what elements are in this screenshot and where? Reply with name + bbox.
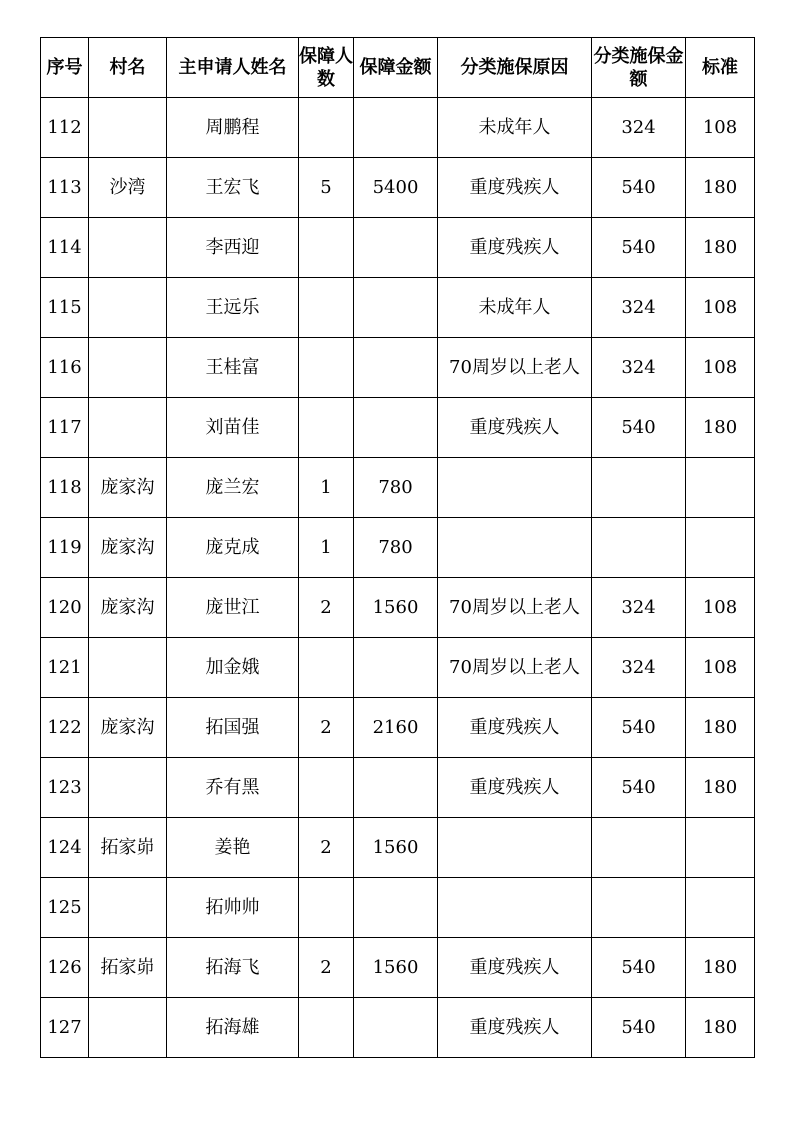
cell-class-amount: 540 (592, 698, 686, 758)
cell-standard: 180 (686, 158, 755, 218)
cell-reason (438, 878, 592, 938)
cell-amount: 1560 (354, 818, 438, 878)
header-no: 序号 (41, 38, 89, 98)
cell-standard (686, 458, 755, 518)
cell-no: 127 (41, 998, 89, 1058)
cell-amount: 2160 (354, 698, 438, 758)
cell-class-amount (592, 818, 686, 878)
cell-village (89, 638, 167, 698)
cell-amount: 780 (354, 458, 438, 518)
cell-count: 1 (299, 458, 354, 518)
cell-reason: 重度残疾人 (438, 758, 592, 818)
cell-amount: 1560 (354, 578, 438, 638)
cell-class-amount: 540 (592, 158, 686, 218)
cell-no: 120 (41, 578, 89, 638)
cell-village (89, 338, 167, 398)
cell-no: 118 (41, 458, 89, 518)
cell-class-amount: 324 (592, 98, 686, 158)
cell-village: 庞家沟 (89, 518, 167, 578)
cell-class-amount: 324 (592, 578, 686, 638)
header-class-amount: 分类施保金额 (592, 38, 686, 98)
cell-reason (438, 518, 592, 578)
table-row (41, 338, 755, 398)
table-row (41, 278, 755, 338)
cell-village (89, 278, 167, 338)
cell-applicant: 乔有黑 (167, 758, 299, 818)
cell-standard (686, 818, 755, 878)
cell-count (299, 218, 354, 278)
cell-standard (686, 518, 755, 578)
cell-no: 121 (41, 638, 89, 698)
cell-village (89, 998, 167, 1058)
cell-amount: 780 (354, 518, 438, 578)
cell-count (299, 638, 354, 698)
cell-standard: 180 (686, 398, 755, 458)
cell-applicant: 拓海雄 (167, 998, 299, 1058)
cell-amount (354, 758, 438, 818)
cell-reason: 70周岁以上老人 (438, 578, 592, 638)
cell-village: 庞家沟 (89, 458, 167, 518)
cell-class-amount (592, 518, 686, 578)
cell-count (299, 398, 354, 458)
cell-count (299, 758, 354, 818)
cell-amount (354, 878, 438, 938)
cell-standard: 180 (686, 698, 755, 758)
cell-applicant: 庞兰宏 (167, 458, 299, 518)
cell-count (299, 98, 354, 158)
cell-applicant: 刘苗佳 (167, 398, 299, 458)
cell-standard (686, 878, 755, 938)
header-count: 保障人数 (299, 38, 354, 98)
header-standard: 标准 (686, 38, 755, 98)
table-row (41, 458, 755, 518)
cell-no: 117 (41, 398, 89, 458)
cell-class-amount: 540 (592, 938, 686, 998)
table-row (41, 818, 755, 878)
cell-village (89, 98, 167, 158)
cell-amount (354, 98, 438, 158)
cell-village (89, 218, 167, 278)
cell-no: 112 (41, 98, 89, 158)
header-applicant: 主申请人姓名 (167, 38, 299, 98)
cell-reason: 未成年人 (438, 278, 592, 338)
cell-count (299, 998, 354, 1058)
cell-applicant: 拓帅帅 (167, 878, 299, 938)
cell-village: 拓家峁 (89, 818, 167, 878)
table-row (41, 218, 755, 278)
cell-no: 123 (41, 758, 89, 818)
cell-reason: 70周岁以上老人 (438, 638, 592, 698)
cell-applicant: 庞克成 (167, 518, 299, 578)
cell-reason: 重度残疾人 (438, 698, 592, 758)
cell-count: 1 (299, 518, 354, 578)
cell-applicant: 王桂富 (167, 338, 299, 398)
cell-class-amount: 540 (592, 398, 686, 458)
cell-reason: 重度残疾人 (438, 218, 592, 278)
cell-applicant: 拓国强 (167, 698, 299, 758)
subsidy-table (40, 37, 755, 1058)
table-row (41, 578, 755, 638)
cell-amount (354, 638, 438, 698)
cell-village: 庞家沟 (89, 698, 167, 758)
cell-applicant: 加金娥 (167, 638, 299, 698)
cell-applicant: 周鹏程 (167, 98, 299, 158)
cell-reason (438, 458, 592, 518)
table-row (41, 878, 755, 938)
cell-no: 125 (41, 878, 89, 938)
cell-amount (354, 998, 438, 1058)
cell-reason: 70周岁以上老人 (438, 338, 592, 398)
header-amount: 保障金额 (354, 38, 438, 98)
cell-village (89, 398, 167, 458)
cell-applicant: 李西迎 (167, 218, 299, 278)
cell-amount (354, 278, 438, 338)
cell-standard: 180 (686, 938, 755, 998)
cell-village: 沙湾 (89, 158, 167, 218)
cell-amount: 1560 (354, 938, 438, 998)
cell-standard: 180 (686, 998, 755, 1058)
table-row (41, 638, 755, 698)
table-row (41, 998, 755, 1058)
cell-reason: 重度残疾人 (438, 398, 592, 458)
cell-applicant: 姜艳 (167, 818, 299, 878)
cell-no: 113 (41, 158, 89, 218)
cell-class-amount (592, 878, 686, 938)
cell-class-amount (592, 458, 686, 518)
cell-village (89, 878, 167, 938)
table-row (41, 518, 755, 578)
cell-amount (354, 218, 438, 278)
cell-standard: 108 (686, 278, 755, 338)
cell-count: 2 (299, 818, 354, 878)
cell-class-amount: 540 (592, 758, 686, 818)
cell-amount: 5400 (354, 158, 438, 218)
cell-count: 2 (299, 938, 354, 998)
cell-applicant: 拓海飞 (167, 938, 299, 998)
cell-class-amount: 540 (592, 998, 686, 1058)
table-row (41, 758, 755, 818)
cell-standard: 108 (686, 98, 755, 158)
cell-amount (354, 398, 438, 458)
header-row (41, 38, 755, 98)
cell-count: 2 (299, 578, 354, 638)
cell-applicant: 王宏飞 (167, 158, 299, 218)
cell-reason: 重度残疾人 (438, 998, 592, 1058)
header-village: 村名 (89, 38, 167, 98)
cell-reason: 重度残疾人 (438, 938, 592, 998)
cell-reason (438, 818, 592, 878)
cell-standard: 180 (686, 758, 755, 818)
cell-no: 122 (41, 698, 89, 758)
cell-reason: 重度残疾人 (438, 158, 592, 218)
cell-amount (354, 338, 438, 398)
cell-standard: 108 (686, 638, 755, 698)
table-row (41, 398, 755, 458)
cell-no: 114 (41, 218, 89, 278)
cell-class-amount: 540 (592, 218, 686, 278)
cell-village (89, 758, 167, 818)
table-row (41, 938, 755, 998)
cell-village: 庞家沟 (89, 578, 167, 638)
cell-class-amount: 324 (592, 638, 686, 698)
cell-class-amount: 324 (592, 338, 686, 398)
cell-standard: 108 (686, 338, 755, 398)
cell-class-amount: 324 (592, 278, 686, 338)
header-reason: 分类施保原因 (438, 38, 592, 98)
cell-village: 拓家峁 (89, 938, 167, 998)
cell-applicant: 王远乐 (167, 278, 299, 338)
cell-reason: 未成年人 (438, 98, 592, 158)
cell-no: 126 (41, 938, 89, 998)
cell-standard: 108 (686, 578, 755, 638)
cell-count (299, 278, 354, 338)
table-row (41, 698, 755, 758)
cell-no: 116 (41, 338, 89, 398)
table-row (41, 98, 755, 158)
cell-applicant: 庞世江 (167, 578, 299, 638)
cell-standard: 180 (686, 218, 755, 278)
cell-count: 5 (299, 158, 354, 218)
cell-no: 124 (41, 818, 89, 878)
table-row (41, 158, 755, 218)
cell-count (299, 878, 354, 938)
cell-no: 115 (41, 278, 89, 338)
cell-no: 119 (41, 518, 89, 578)
cell-count (299, 338, 354, 398)
cell-count: 2 (299, 698, 354, 758)
